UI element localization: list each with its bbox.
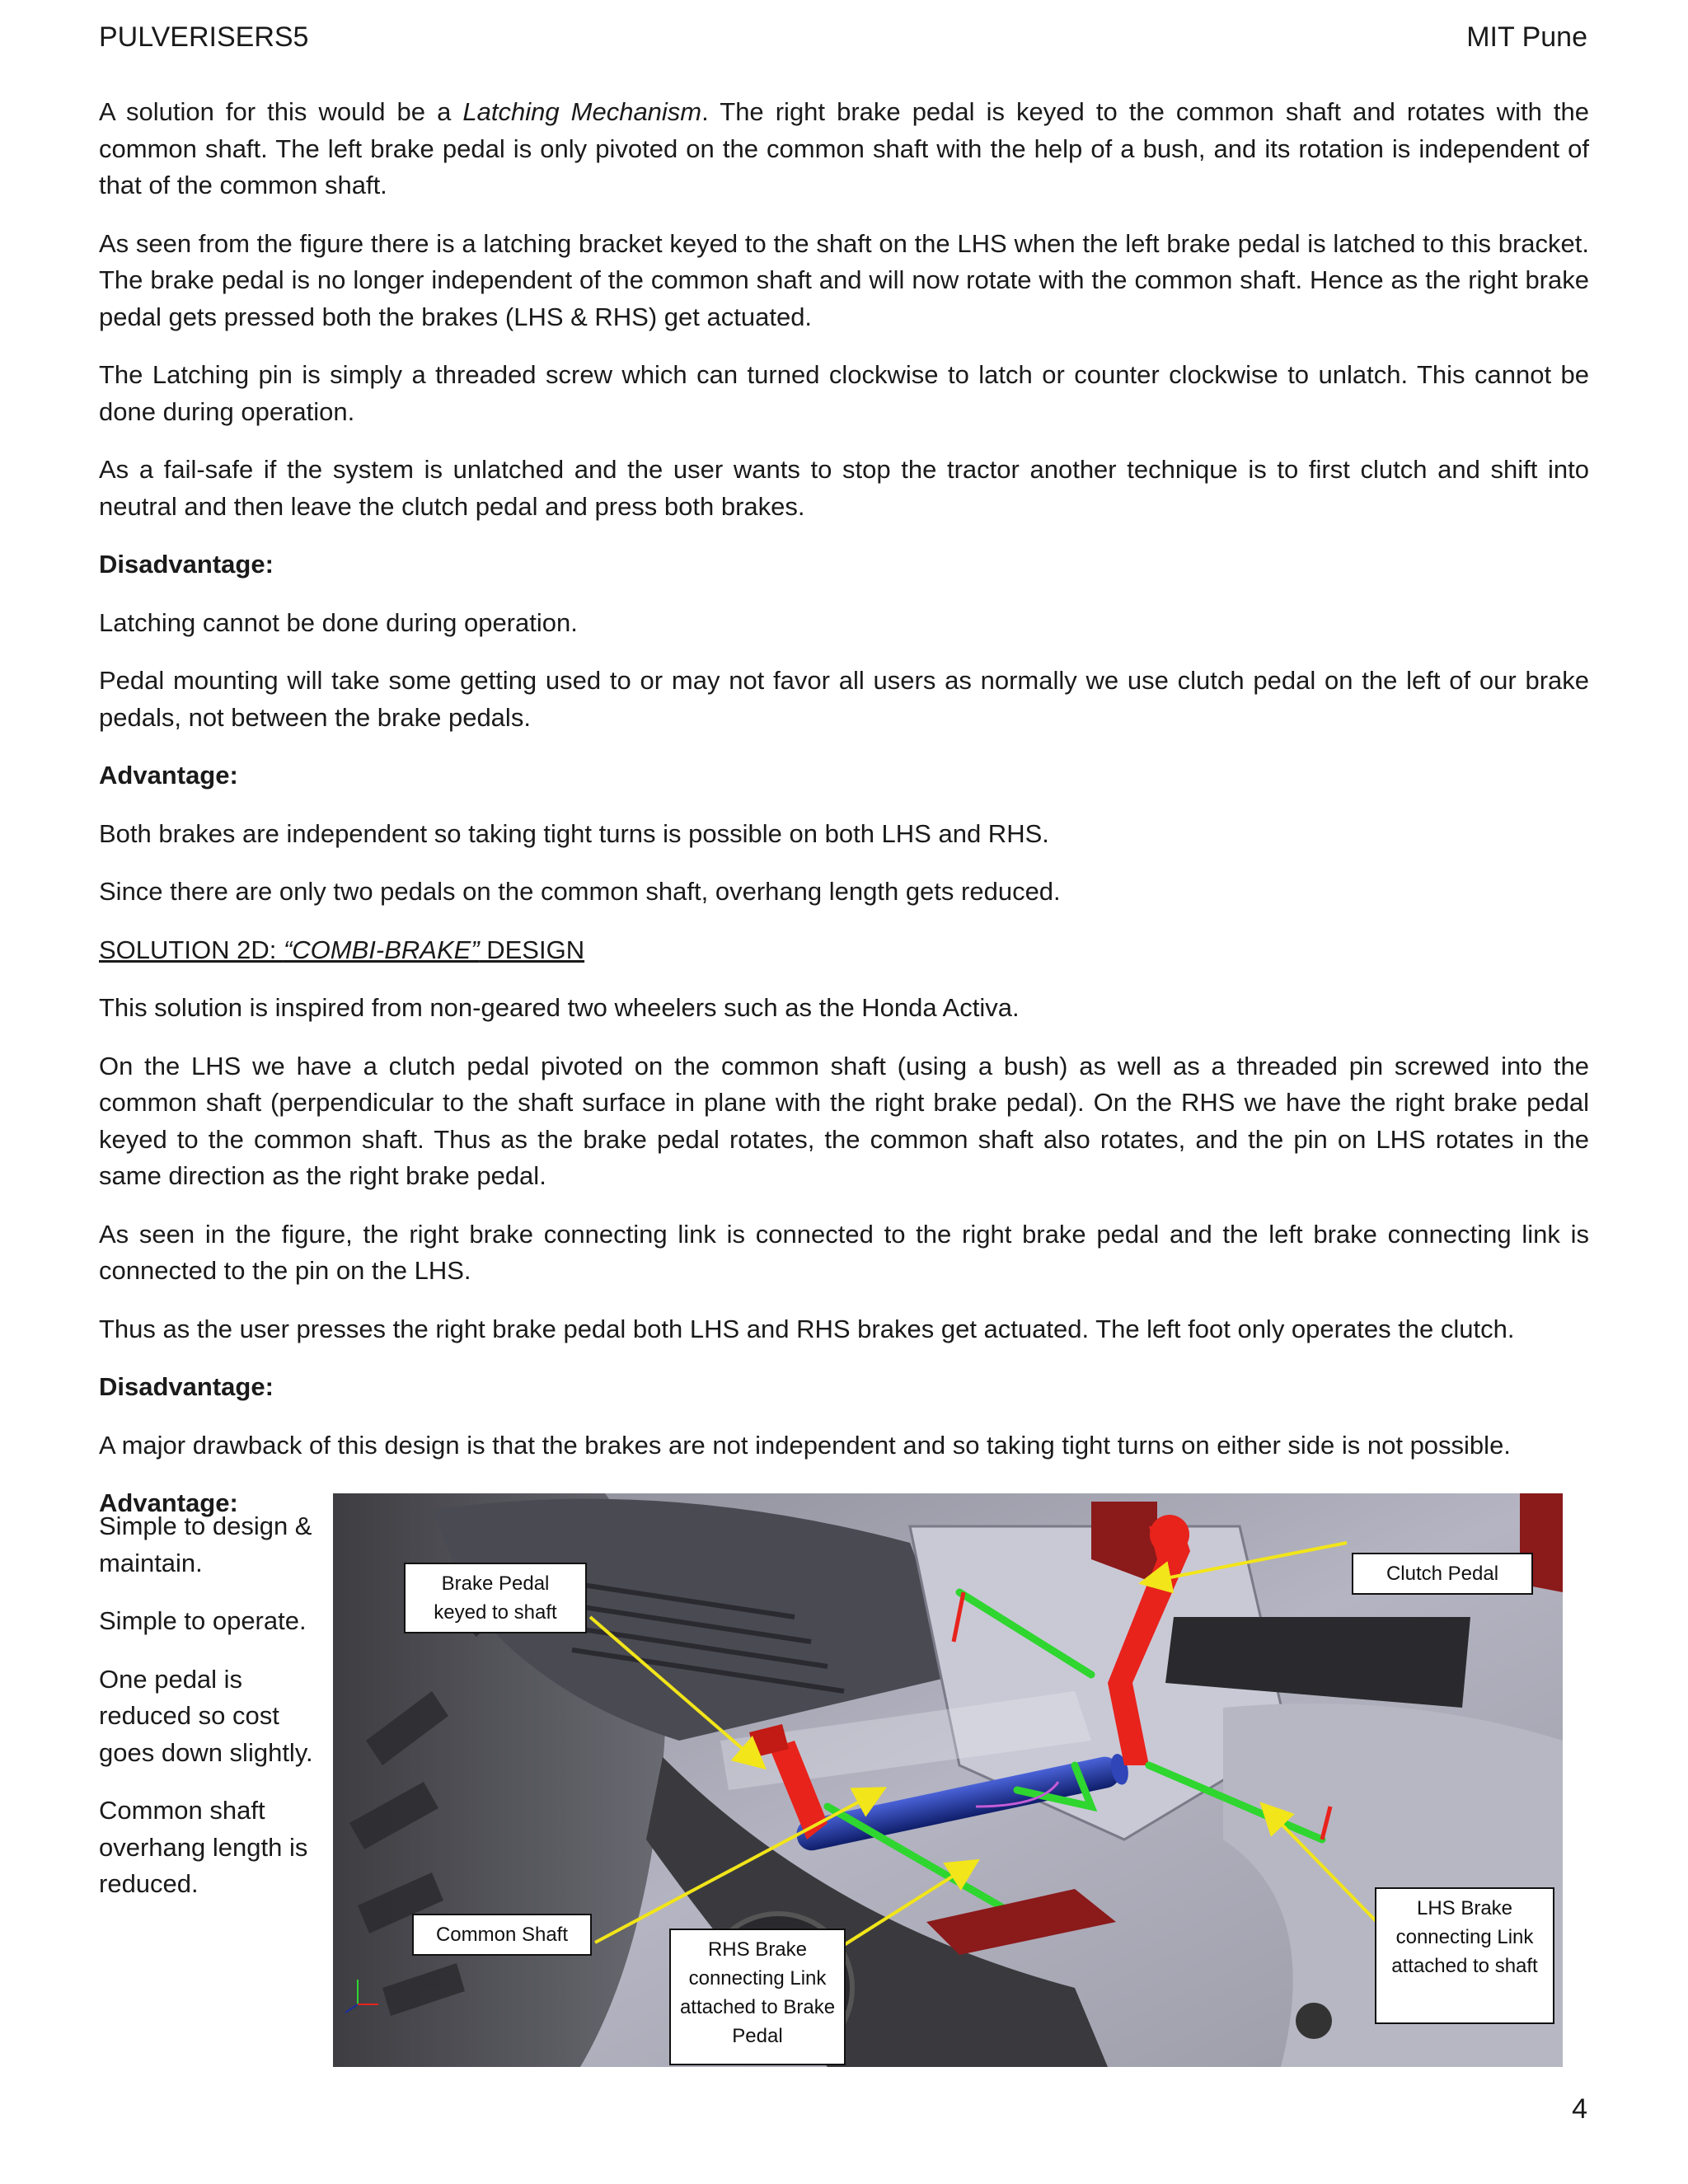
paragraph: The Latching pin is simply a threaded screw which can turned clockwise to latch or counter clockwise to unlatch. This cannot be done during operation. xyxy=(99,360,1589,426)
advantage-item: One pedal is reduced so cost goes down slightly. xyxy=(99,1664,313,1767)
callout-clutch-pedal: Clutch Pedal xyxy=(1352,1553,1533,1595)
advantage-item: Simple to design & maintain. xyxy=(99,1511,312,1577)
paragraph: As seen in the figure, the right brake connecting link is connected to the right brake pedal and the left brake connecting link is connected to the pin on the LHS. xyxy=(99,1219,1589,1285)
advantage-heading: Advantage: xyxy=(99,761,238,790)
advantage-item: Simple to operate. xyxy=(99,1606,307,1635)
paragraph: Both brakes are independent so taking tight turns is possible on both LHS and RHS. xyxy=(99,818,1049,848)
paragraph: On the LHS we have a clutch pedal pivoted on the common shaft (using a bush) as well as a threaded pin screwed into the common shaft (perpendicular to the shaft surface in plane with the right brake pedal). On the RHS we have the right brake pedal keyed to the common shaft. Thus as the brake pedal rotates, the common shaft also rotates, and the pin on LHS rotates in the same direction as the right brake pedal. xyxy=(99,1051,1589,1190)
header-right: MIT Pune xyxy=(1466,21,1587,53)
callout-common-shaft: Common Shaft xyxy=(412,1914,592,1956)
paragraph: Pedal mounting will take some getting used to or may not favor all users as normally we use clutch pedal on the left of our brake pedals, not between the brake pedals. xyxy=(99,666,1589,732)
disadvantage-heading: Disadvantage: xyxy=(99,550,274,579)
paragraph: Latching cannot be done during operation. xyxy=(99,607,578,637)
page-number: 4 xyxy=(1572,2093,1587,2125)
paragraph: As a fail-safe if the system is unlatched and the user wants to stop the tractor another technique is to first clutch and shift into neutral and then leave the clutch pedal and press both brakes. xyxy=(99,455,1589,521)
combi-brake-figure xyxy=(333,1493,1563,2067)
header-left: PULVERISERS5 xyxy=(99,21,309,53)
paragraph: A solution for this would be a Latching Mechanism. The right brake pedal is keyed to the common shaft and rotates with the common shaft. The left brake pedal is only pivoted on the common shaft with the help of a bush, and its rotation is independent of that of the common shaft. xyxy=(99,97,1589,199)
paragraph: Thus as the user presses the right brake pedal both LHS and RHS brakes get actuated. The left foot only operates the clutch. xyxy=(99,1314,1515,1343)
bolt-hole xyxy=(1296,2003,1332,2039)
disadvantage-heading: Disadvantage: xyxy=(99,1372,274,1401)
paragraph: As seen from the figure there is a latching bracket keyed to the shaft on the LHS when the left brake pedal is latched to this bracket. The brake pedal is no longer independent of the common shaft and will now rotate with the common shaft. Hence as the right brake pedal gets pressed both the brakes (LHS & RHS) get actuated. xyxy=(99,228,1589,331)
callout-brake-pedal: Brake Pedal keyed to shaft xyxy=(404,1563,587,1633)
advantage-list xyxy=(99,1508,321,1924)
advantage-heading: Advantage: xyxy=(99,1488,238,1517)
paragraph: This solution is inspired from non-geared two wheelers such as the Honda Activa. xyxy=(99,993,1020,1022)
callout-lhs-link: LHS Brake connecting Link attached to shaft xyxy=(1375,1887,1554,2024)
paragraph: A major drawback of this design is that the brakes are not independent and so taking tight turns on either side is not possible. xyxy=(99,1430,1511,1460)
callout-rhs-link: RHS Brake connecting Link attached to Brake Pedal xyxy=(669,1929,846,2065)
clutch-pedal-pad xyxy=(1150,1515,1189,1554)
section-heading: SOLUTION 2D: “COMBI-BRAKE” DESIGN xyxy=(99,935,585,964)
paragraph: Since there are only two pedals on the common shaft, overhang length gets reduced. xyxy=(99,877,1061,906)
advantage-item: Common shaft overhang length is reduced. xyxy=(99,1796,308,1898)
body-text xyxy=(99,94,1589,1544)
